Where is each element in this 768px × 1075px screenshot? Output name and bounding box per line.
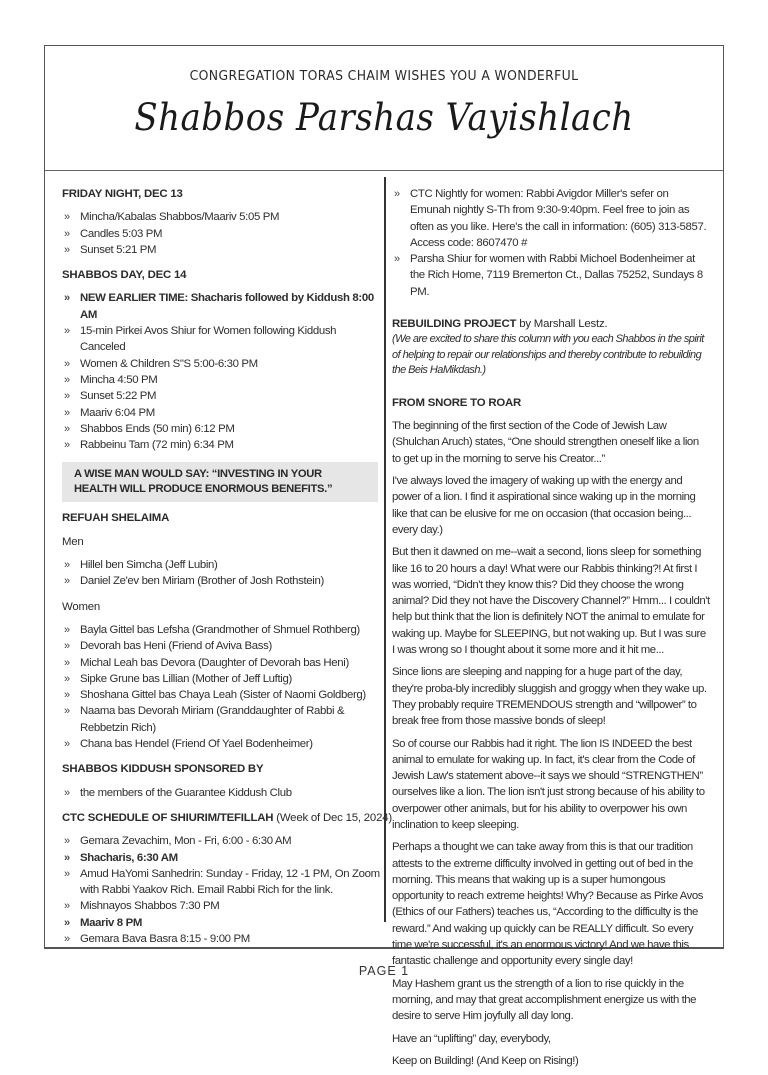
shabbos-day-list (62, 290, 380, 453)
rebuilding-project-heading (392, 316, 710, 332)
list-item: » Devorah bas Heni (Friend of Aviva Bass) (62, 638, 380, 654)
list-item: » Maariv 6:04 PM (62, 405, 380, 421)
list-item: » Sunset 5:22 PM (62, 388, 380, 404)
rebuilding-project-byline: by Marshall Lestz. (516, 318, 608, 331)
list-item: » Michal Leah bas Devora (Daughter of Devorah bas Heni) (62, 655, 380, 671)
article-paragraph: The beginning of the first section of the Code of Jewish Law (Shulchan Aruch) states, “One should strengthen oneself like a lion to get up in the morning to serve his Creator...” (392, 420, 699, 465)
friday-night-list (62, 209, 380, 258)
column-divider (384, 177, 386, 922)
schedule-continued-list (392, 186, 710, 300)
list-item: » Women & Children S"S 5:00-6:30 PM (62, 356, 380, 372)
list-item: » Daniel Ze'ev ben Miriam (Brother of Josh Rothstein) (62, 573, 380, 589)
list-item: » Shoshana Gittel bas Chaya Leah (Sister of Naomi Goldberg) (62, 687, 380, 703)
masthead (45, 46, 723, 171)
right-column (392, 186, 710, 1075)
list-item: » Sipke Grune bas Lillian (Mother of Jeff Luftig) (62, 671, 380, 687)
article-paragraph: Keep on Building! (And Keep on Rising!) (392, 1054, 579, 1067)
schedule-heading-week: (Week of Dec 15, 2024) (273, 811, 392, 824)
article-heading: FROM SNORE TO ROAR (392, 396, 522, 409)
parsha-title: Shabbos Parshas Vayishlach (134, 96, 634, 139)
article-paragraph: Since lions are sleeping and napping for a huge part of the day, they're proba-bly incredibly sluggish and groggy when they wake up. They probably require TREMENDOUS strength and “willpower” to break free from those massive bonds of sleep! (392, 666, 707, 728)
list-item: » Mincha/Kabalas Shabbos/Maariv 5:05 PM (62, 209, 380, 225)
list-item: » Rabbeinu Tam (72 min) 6:34 PM (62, 437, 380, 453)
schedule-heading (62, 810, 392, 826)
refuah-shelaima-heading: REFUAH SHELAIMA (62, 512, 170, 525)
list-item: » 15-min Pirkei Avos Shiur for Women following Kiddush Canceled (62, 323, 380, 356)
list-item: » Mincha 4:50 PM (62, 372, 380, 388)
list-item: » Chana bas Hendel (Friend Of Yael Bodenheimer) (62, 736, 380, 752)
refuah-women-list (62, 622, 380, 752)
list-item: » Gemara Zevachim, Mon - Fri, 6:00 - 6:30 AM (62, 833, 380, 849)
refuah-men-list (62, 557, 380, 590)
list-item: » Sunset 5:21 PM (62, 242, 380, 258)
rebuilding-project-title: REBUILDING PROJECT (392, 318, 517, 331)
list-item: » NEW EARLIER TIME: Shacharis followed by Kiddush 8:00 AM (62, 290, 380, 323)
list-item: » Shabbos Ends (50 min) 6:12 PM (62, 421, 380, 437)
page-number: PAGE 1 (358, 964, 410, 978)
schedule-heading-title: CTC SCHEDULE OF SHIURIM/TEFILLAH (62, 811, 274, 824)
wise-man-callout: A WISE MAN WOULD SAY: “INVESTING IN YOUR HEALTH WILL PRODUCE ENORMOUS BENEFITS.” (62, 462, 378, 502)
list-item: » Mishnayos Shabbos 7:30 PM (62, 898, 380, 914)
list-item: » the members of the Guarantee Kiddush Club (62, 785, 380, 801)
list-item: » Bayla Gittel bas Lefsha (Grandmother of Shmuel Rothberg) (62, 622, 380, 638)
article-paragraph: So of course our Rabbis had it right. The lion IS INDEED the best animal to emulate for waking up. In fact, it's clear from the Code of Jewish Law's statement above--it says we should “STRENGTHEN” ourselves like a lion. The lion isn't just strong because of his ability to overpower other animals, but for his ability to overpower his own inclination to keep sleeping. (392, 737, 705, 831)
rebuilding-project-intro: (We are excited to share this column with you each Shabbos in the spirit of helping to repair our relationships and thereby contribute to rebuilding the Beis HaMikdash.) (392, 333, 704, 377)
list-item: » Candles 5:03 PM (62, 226, 380, 242)
list-item: » Gemara Bava Basra 8:15 - 9:00 PM (62, 931, 380, 947)
kiddush-sponsor-heading: SHABBOS KIDDUSH SPONSORED BY (62, 763, 264, 776)
women-label: Women (62, 600, 101, 613)
list-item: » Hillel ben Simcha (Jeff Lubin) (62, 557, 380, 573)
list-item: » Naama bas Devorah Miriam (Granddaughter of Rabbi & Rebbetzin Rich) (62, 703, 380, 736)
article-paragraph: Perhaps a thought we can take away from this is that our tradition attests to the extreme difficulty involved in getting out of bed in the morning. This means that waking up is a super humongous opportunity to reach extreme heights! Why? Because as Pirke Avos (Ethics of our Fathers) teaches us, “According to the difficulty is the reward.” And waking up quickly can be REALLY difficult. So every time we're successful, it's an enormous victory! And we have this fantastic challenge and opportunity every single day! (392, 841, 703, 968)
friday-night-heading: FRIDAY NIGHT, DEC 13 (62, 188, 183, 200)
schedule-list (62, 833, 380, 947)
shabbos-day-heading: SHABBOS DAY, DEC 14 (62, 269, 187, 282)
kiddush-sponsor-list (62, 785, 380, 801)
article-paragraph: May Hashem grant us the strength of a lion to rise quickly in the morning, and may that great accomplishment energize us with the desire to serve Him joyfully all day long. (392, 977, 697, 1023)
list-item: » Shacharis, 6:30 AM (62, 850, 380, 866)
men-label: Men (62, 535, 84, 548)
congregation-greeting: CONGREGATION TORAS CHAIM WISHES YOU A WONDERFUL (189, 68, 579, 84)
list-item: » Parsha Shiur for women with Rabbi Michoel Bodenheimer at the Rich Home, 7119 Bremerton Ct., Dallas 75252, Sundays 8 PM. (392, 251, 710, 300)
left-column (62, 186, 392, 956)
article-paragraph: Have an “uplifting” day, everybody, (392, 1032, 551, 1045)
article-paragraph: But then it dawned on me--wait a second, lions sleep for something like 16 to 20 hours a day! What were our Rabbis thinking?! At first I was worried, “Didn't they know this? Did they choose the wrong animal? Did they not have the Discovery Channel?” Hmm... I couldn't help but think that the lion is definitely NOT the animal to emulate for waking up. Maybe for SLEEPING, but not waking up. But I was sure I was wrong so I thought about it some more and it hit me... (392, 546, 710, 657)
list-item: » Amud HaYomi Sanhedrin: Sunday - Friday, 12 -1 PM, On Zoom with Rabbi Yaakov Rich. Email Rabbi Rich for the link. (62, 866, 380, 899)
article-paragraph: I've always loved the imagery of waking up with the energy and power of a lion. I find it aspirational since waking up in the morning like that can be elusive for me on occasion (that occasion being... every day.) (392, 475, 696, 536)
list-item: » Maariv 8 PM (62, 915, 380, 931)
list-item: » CTC Nightly for women: Rabbi Avigdor Miller's sefer on Emunah nightly S-Th from 9:30-9:40pm. Feel free to join as often as you like. Here's the call in information: (605) 313-5857. Access code: 8607470 # (392, 186, 710, 251)
